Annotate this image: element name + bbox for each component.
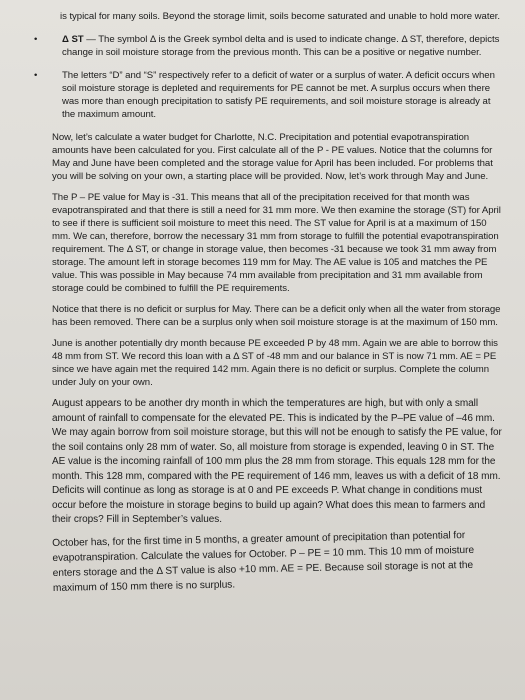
paragraph-october: October has, for the first time in 5 months, a greater amount of precipitation than potential for evapotranspiration. Calculate the values for October. P – PE = 10 mm. This 10 mm of moisture enters storage and the Δ ST value is also +10 mm. AE = PE. Because soil storage is not at the maximum of 150 mm there is no surplus.: [52, 529, 475, 594]
bullet-delta-st: [34, 33, 504, 59]
document-text: [34, 10, 504, 604]
bullet-text: The letters “D” and “S” respectively refer to a deficit of water or a surplus of water. A deficit occurs when soil moisture storage is depleted and requirements for PE cannot be met. A surplus occurs when there was more than enough precipitation to satisfy PE requirements, and soil moisture storage is already at the maximum amount.: [62, 70, 495, 120]
bullet-dot: •: [34, 70, 38, 81]
bullet-text: — The symbol Δ is the Greek symbol delta and is used to indicate change. Δ ST, therefore, depicts change in soil moisture storage from the previous month. This can be a positive or negative number.: [62, 34, 500, 58]
paragraph-may: The P – PE value for May is -31. This means that all of the precipitation received for that month was evapotranspirated and that there is still a need for 31 mm more. We then examine the storage (ST) for April to see if there is sufficient soil moisture to meet this need. The ST value for April is at a maximum of 150 mm. We can, therefore, borrow the necessary 31 mm from storage to fulfill the potential evapotranspiration requirement. The Δ ST, or change in storage value, then becomes -31 because we took 31 mm away from storage. The amount left in storage becomes 119 mm for May. The AE value is 105 and matches the PE value. This was possible in May because 74 mm available from precipitation and 31 mm available from storage could be combined to fulfill the PE requirements.: [52, 192, 501, 294]
bullet-dot: •: [34, 34, 38, 45]
bullet-deficit-surplus: [34, 69, 504, 121]
paragraph-intro-charlotte: Now, let’s calculate a water budget for Charlotte, N.C. Precipitation and potential evapotranspiration amounts have been calculated for you. First calculate all of the P - PE values. Notice that the columns for May and June have been completed and the storage value for April has been included. For problems that you will be solving on your own, a starting place will be provided. Now, let’s work through May and June.: [52, 132, 493, 182]
paragraph-no-deficit-note: Notice that there is no deficit or surplus for May. There can be a deficit only when all the water from storage has been removed. There can be a surplus only when soil moisture storage is at the maximum of 150 mm.: [52, 304, 501, 328]
paragraph-august: August appears to be another dry month in which the temperatures are high, but with only a small amount of rainfall to compensate for the elevated PE. This is indicated by the P–PE value of –46 mm. We may again borrow from soil moisture storage, but this will not be enough to satisfy the PE value, for the soil contains only 28 mm of water. So, all moisture from storage is expended, leaving 0 in ST. The AE value is the incoming rainfall of 100 mm plus the 28 mm from storage. This equals 128 mm for the month. This 128 mm, compared with the PE requirement of 146 mm, leaves us with a deficit of 18 mm. Deficits will continue as long as storage is at 0 and PE exceeds P. What change in conditions must occur before the moisture in storage begins to build up again? What does this mean to farmers and their crops? Fill in September’s values.: [52, 398, 502, 525]
paragraph-june: June is another potentially dry month because PE exceeded P by 48 mm. Again we are able to borrow this 48 mm from ST. We record this loan with a Δ ST of -48 mm and our balance in ST is now 71 mm. AE = PE since we have again met the required 142 mm. Again there is no deficit or surplus. Complete the column under July on your own.: [52, 338, 498, 388]
bullet-term: Δ ST: [62, 34, 84, 45]
intro-paragraph-tail: is typical for many soils. Beyond the storage limit, soils become saturated and unable to hold more water.: [60, 11, 500, 22]
